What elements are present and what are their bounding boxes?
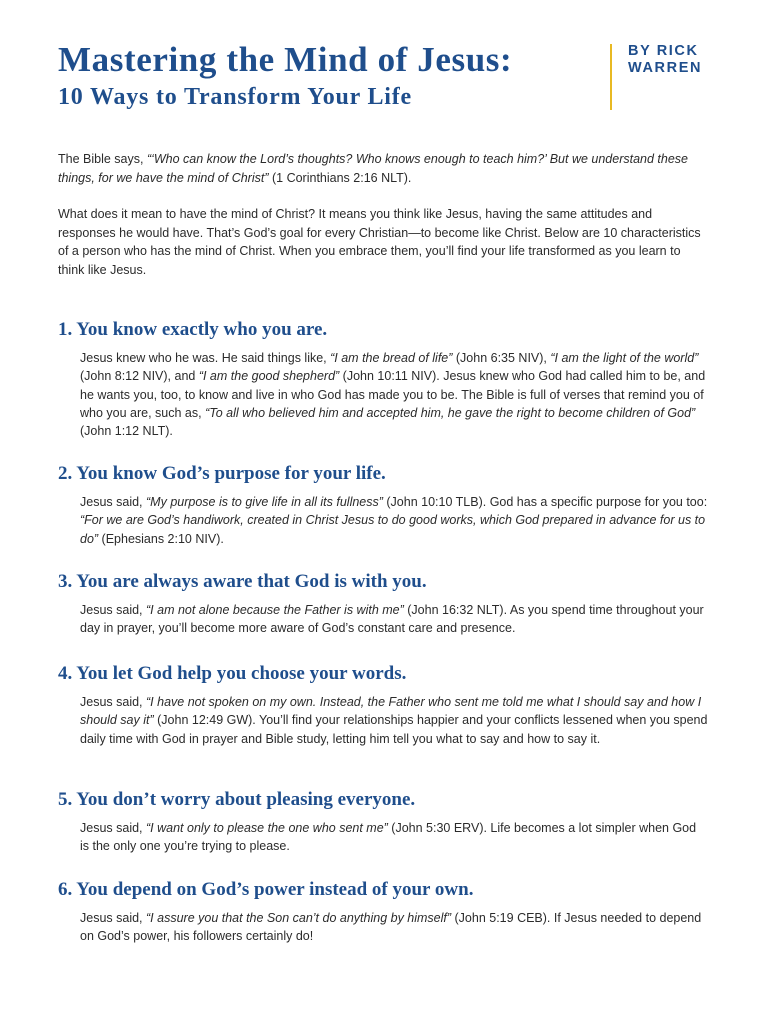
header-divider bbox=[610, 44, 612, 110]
author-byline bbox=[628, 43, 702, 77]
text-segment: (John 16:32 NLT). As you spend time throughout your day in prayer, you’ll become more aware of God’s constant care and presence. bbox=[80, 603, 704, 636]
text-segment: Jesus said, bbox=[80, 695, 147, 709]
section-heading: 1. You know exactly who you are. bbox=[58, 319, 328, 340]
scripture-quote: “To all who believed him and accepted him, he gave the right to become children of God” bbox=[205, 405, 696, 420]
text-segment: (Ephesians 2:10 NIV). bbox=[98, 531, 224, 546]
section-body bbox=[80, 349, 708, 440]
text-segment: (John 1:12 NLT). bbox=[80, 424, 173, 439]
characteristic-section bbox=[58, 570, 708, 638]
intro bbox=[58, 150, 708, 279]
section-heading: 2. You know God’s purpose for your life. bbox=[58, 463, 386, 484]
characteristic-section bbox=[58, 878, 708, 946]
intro-paragraph bbox=[58, 205, 708, 279]
text-segment: (1 Corinthians 2:16 NLT). bbox=[268, 170, 412, 185]
text-segment: (John 5:30 ERV). Life becomes a lot simpler when God is the only one you’re trying to please. bbox=[80, 821, 697, 854]
text-segment: (John 12:49 GW). You’ll find your relationships happier and your conflicts lessened when you spend daily time with God in prayer and Bible study, letting him tell you what to say and how to say it. bbox=[80, 713, 708, 746]
scripture-quote: “I assure you that the Son can’t do anything by himself” bbox=[146, 911, 452, 925]
text-segment: Jesus said, bbox=[80, 603, 147, 617]
section-heading: 3. You are always aware that God is with you. bbox=[58, 571, 427, 592]
document-body bbox=[58, 150, 708, 944]
characteristic-section bbox=[58, 318, 708, 440]
text-segment: (John 6:35 NIV), bbox=[452, 351, 551, 365]
text-segment: (John 5:19 CEB). If Jesus needed to depend on God’s power, his followers certainly do! bbox=[80, 911, 702, 944]
characteristic-section bbox=[58, 788, 708, 856]
section-heading: 5. You don’t worry about pleasing everyone. bbox=[58, 789, 416, 810]
page-subtitle: 10 Ways to Transform Your Life bbox=[58, 84, 413, 110]
scripture-quote: “I am the light of the world” bbox=[550, 351, 699, 365]
text-segment: The Bible says, bbox=[58, 152, 147, 166]
scripture-quote: “My purpose is to give life in all its fullness” bbox=[146, 495, 383, 509]
section-body bbox=[80, 601, 708, 638]
text-segment: (John 10:10 TLB). God has a specific purpose for you too: bbox=[382, 495, 708, 509]
scripture-quote: “I want only to please the one who sent me” bbox=[146, 821, 388, 835]
characteristic-section bbox=[58, 462, 708, 548]
text-segment: (John 8:12 NIV), and bbox=[80, 369, 199, 384]
byline-line-2: WARREN bbox=[628, 60, 703, 76]
scripture-quote: “For we are God’s handiwork, created in Christ Jesus to do good works, which God prepared in advance for us to do” bbox=[80, 513, 706, 546]
section-body bbox=[80, 909, 708, 946]
text-segment: Jesus said, bbox=[80, 911, 147, 925]
text-segment: Jesus said, bbox=[80, 495, 147, 509]
text-segment: Jesus knew who he was. He said things like, bbox=[80, 351, 331, 365]
scripture-quote: “‘Who can know the Lord’s thoughts? Who knows enough to teach him?’ But we understand these things, for we have the mind of Christ” bbox=[58, 152, 689, 185]
scripture-quote: “I am not alone because the Father is with me” bbox=[146, 603, 404, 617]
section-body bbox=[80, 819, 708, 856]
scripture-quote: “I am the bread of life” bbox=[330, 351, 453, 365]
document-header bbox=[58, 40, 718, 120]
text-segment: Jesus said, bbox=[80, 821, 147, 835]
section-body bbox=[80, 493, 708, 548]
byline-line-1: BY RICK bbox=[628, 43, 699, 59]
intro-paragraph bbox=[58, 150, 708, 187]
scripture-quote: “I am the good shepherd” bbox=[198, 369, 340, 384]
text-segment: (John 10:11 NIV). Jesus knew who God had called him to be, and he wants you, too, to know and live in who God has made you to be. The Bible is full of verses that remind you of who you are, such as, bbox=[80, 369, 706, 420]
page-title: Mastering the Mind of Jesus: bbox=[58, 40, 513, 79]
characteristic-section bbox=[58, 662, 708, 748]
section-heading: 6. You depend on God’s power instead of your own. bbox=[58, 879, 474, 900]
section-heading: 4. You let God help you choose your words. bbox=[58, 663, 407, 684]
scripture-quote: “I have not spoken on my own. Instead, the Father who sent me told me what I should say and how I should say it” bbox=[80, 695, 702, 728]
section-body bbox=[80, 693, 708, 748]
text-segment: What does it mean to have the mind of Christ? It means you think like Jesus, having the same attitudes and responses he would have. That’s God’s goal for every Christian—to become like Christ. Below are 10 characteristics of a person who has the mind of Christ. When you embrace them, you’ll find your life transformed as you learn to think like Jesus. bbox=[58, 207, 701, 277]
